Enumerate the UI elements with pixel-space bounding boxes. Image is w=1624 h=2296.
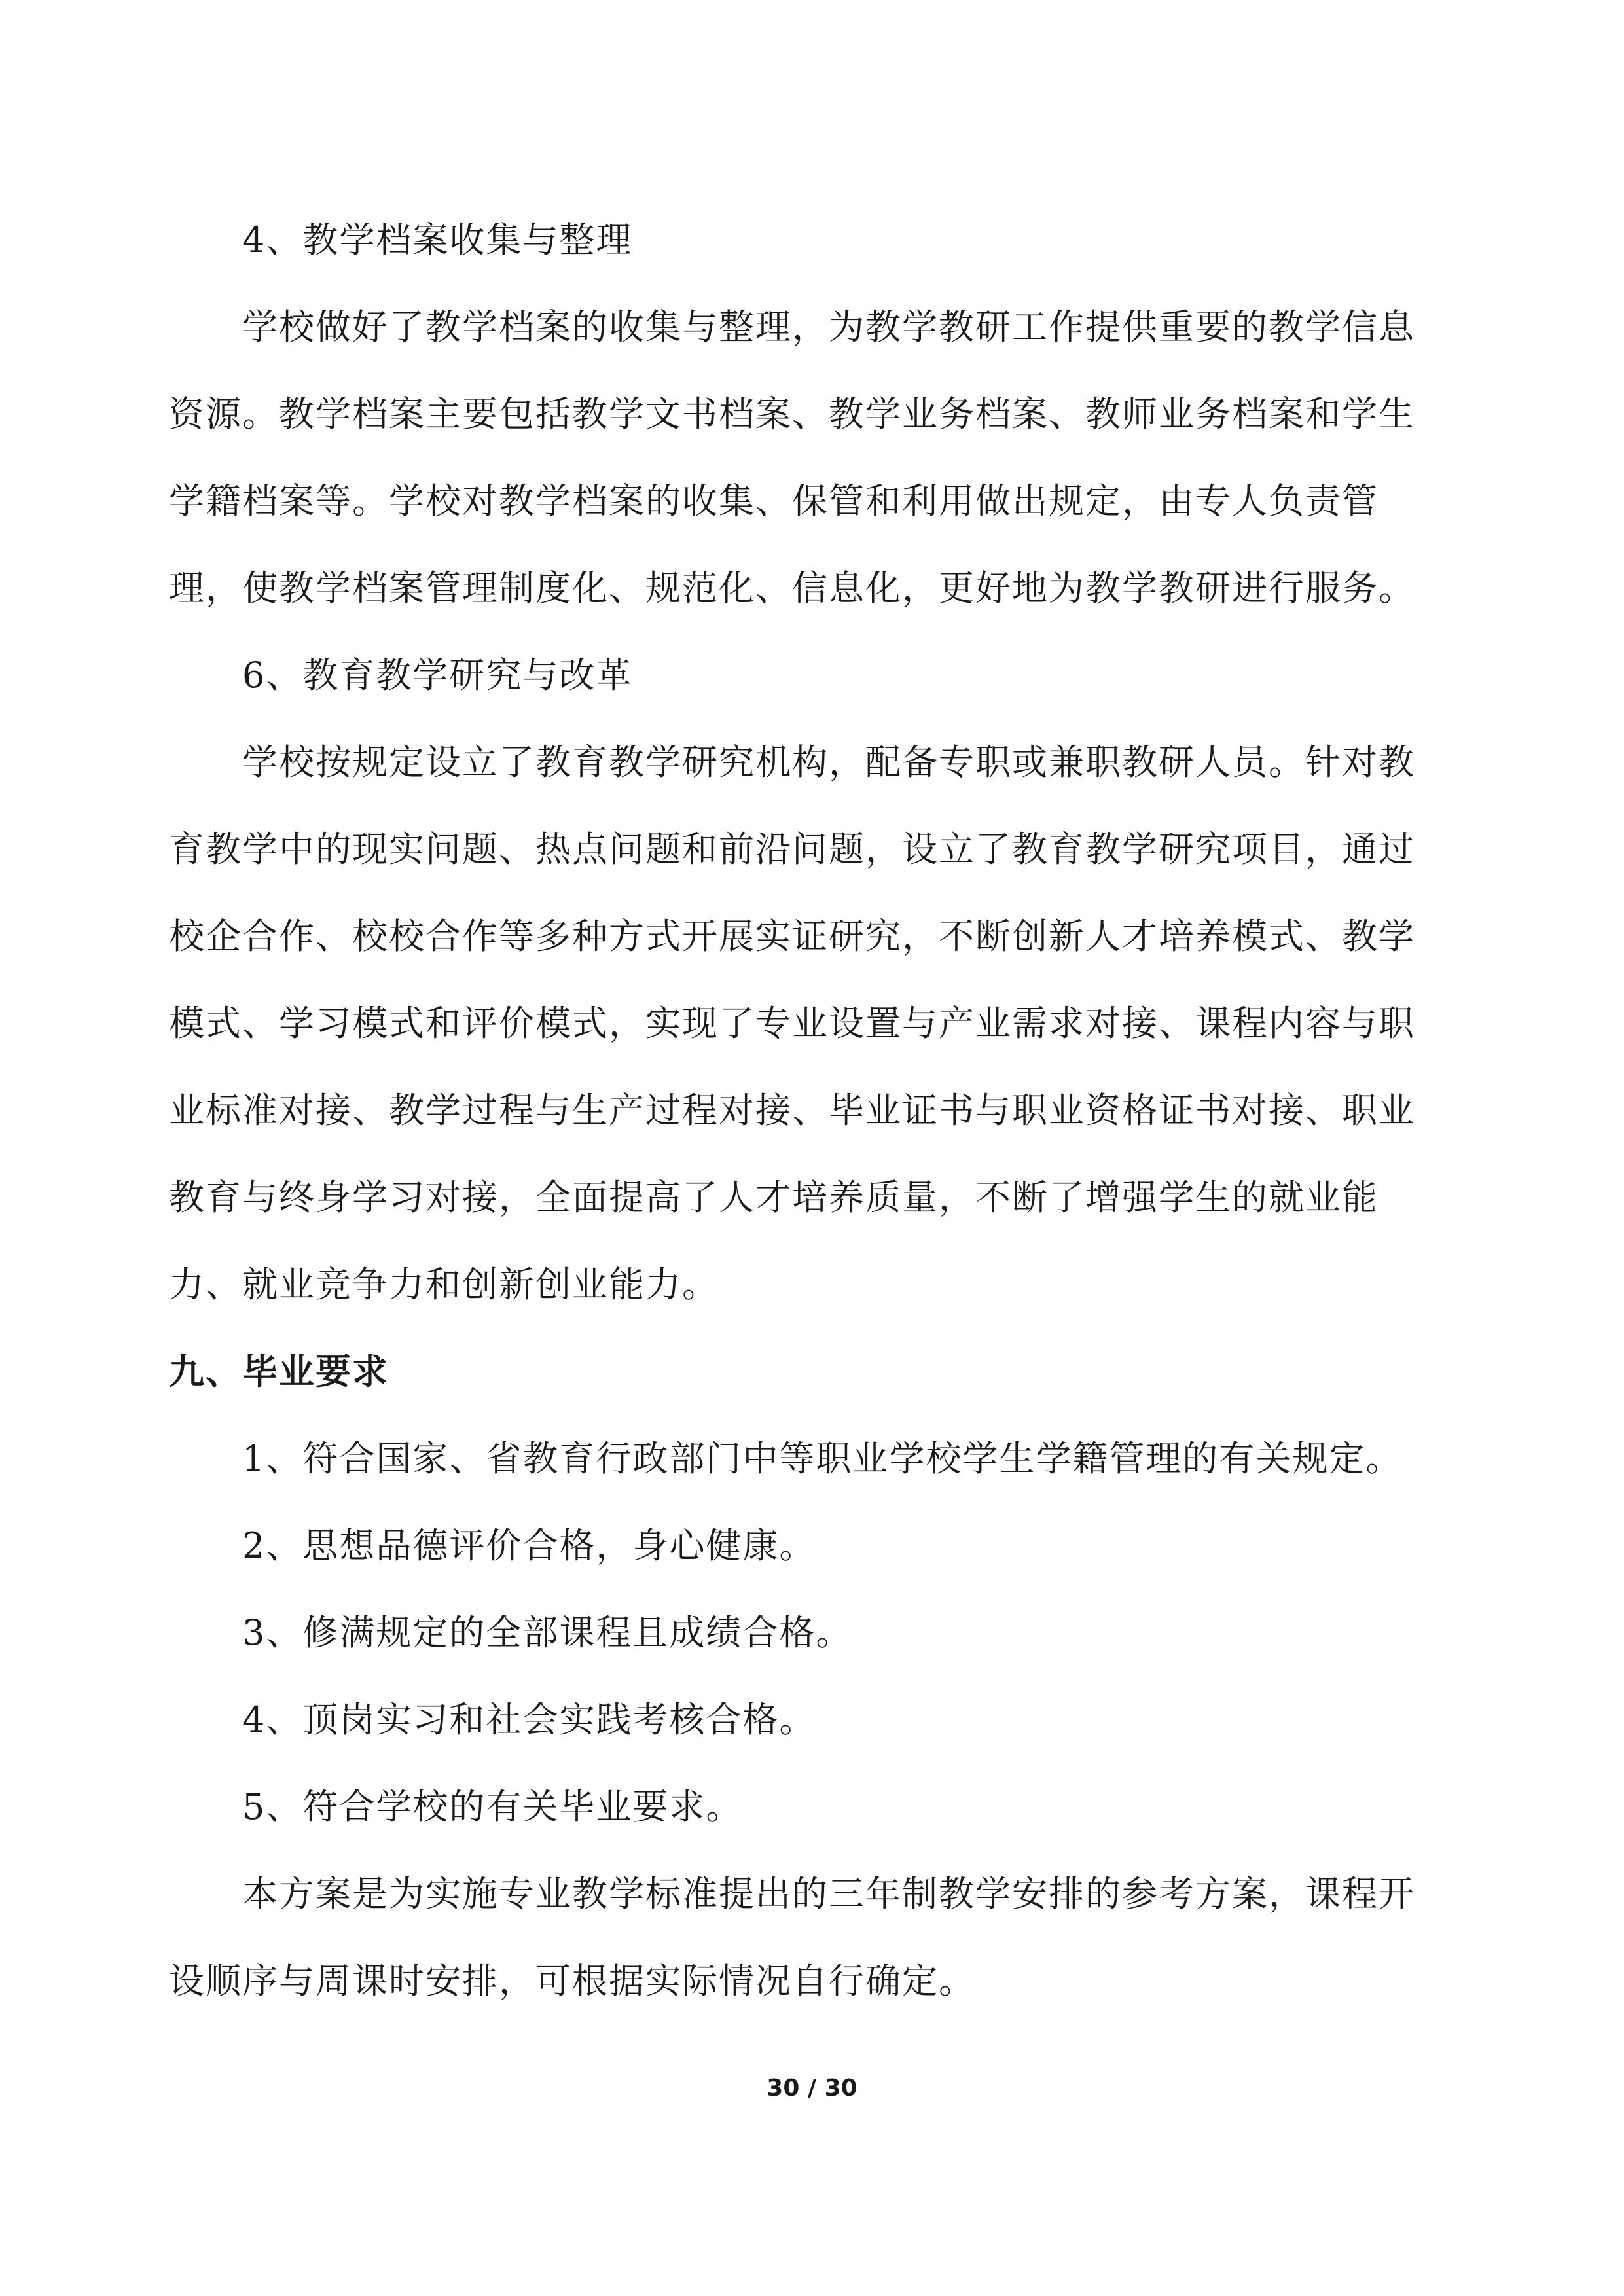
requirement-item: 1、符合国家、省教育行政部门中等职业学校学生学籍管理的有关规定。 (242, 1438, 1403, 1479)
requirement-item: 4、顶岗实习和社会实践考核合格。 (242, 1699, 816, 1740)
paragraph-line: 学校按规定设立了教育教学研究机构，配备专职或兼职教研人员。针对教 (242, 742, 1415, 783)
paragraph-line: 教育与终身学习对接，全面提高了人才培养质量，不断了增强学生的就业能 (169, 1177, 1379, 1218)
requirement-item: 5、符合学校的有关毕业要求。 (242, 1786, 743, 1827)
paragraph-line: 模式、学习模式和评价模式，实现了专业设置与产业需求对接、课程内容与职 (169, 1003, 1415, 1044)
paragraph-line: 学校做好了教学档案的收集与整理，为教学教研工作提供重要的教学信息 (242, 306, 1415, 348)
section-title-research: 6、教育教学研究与改革 (242, 655, 633, 696)
paragraph-line: 力、就业竞争力和创新创业能力。 (169, 1264, 719, 1305)
closing-line: 本方案是为实施专业教学标准提出的三年制教学安排的参考方案，课程开 (242, 1873, 1415, 1914)
section-title-archives: 4、教学档案收集与整理 (242, 219, 633, 260)
paragraph-line: 校企合作、校校合作等多种方式开展实证研究，不断创新人才培养模式、教学 (169, 916, 1415, 957)
paragraph-line: 资源。教学档案主要包括教学文书档案、教学业务档案、教师业务档案和学生 (169, 393, 1415, 435)
graduation-heading: 九、毕业要求 (169, 1351, 389, 1392)
page-number: 30 / 30 (767, 2075, 857, 2102)
paragraph-line: 学籍档案等。学校对教学档案的收集、保管和利用做出规定，由专人负责管 (169, 480, 1379, 522)
closing-line: 设顺序与周课时安排，可根据实际情况自行确定。 (169, 1960, 975, 2001)
requirement-item: 2、思想品德评价合格，身心健康。 (242, 1525, 816, 1566)
requirement-item: 3、修满规定的全部课程且成绩合格。 (242, 1612, 853, 1653)
paragraph-line: 育教学中的现实问题、热点问题和前沿问题，设立了教育教学研究项目，通过 (169, 829, 1415, 870)
paragraph-line: 业标准对接、教学过程与生产过程对接、毕业证书与职业资格证书对接、职业 (169, 1090, 1415, 1131)
document-body (169, 196, 1462, 2024)
paragraph-line: 理，使教学档案管理制度化、规范化、信息化，更好地为教学教研进行服务。 (169, 567, 1415, 609)
